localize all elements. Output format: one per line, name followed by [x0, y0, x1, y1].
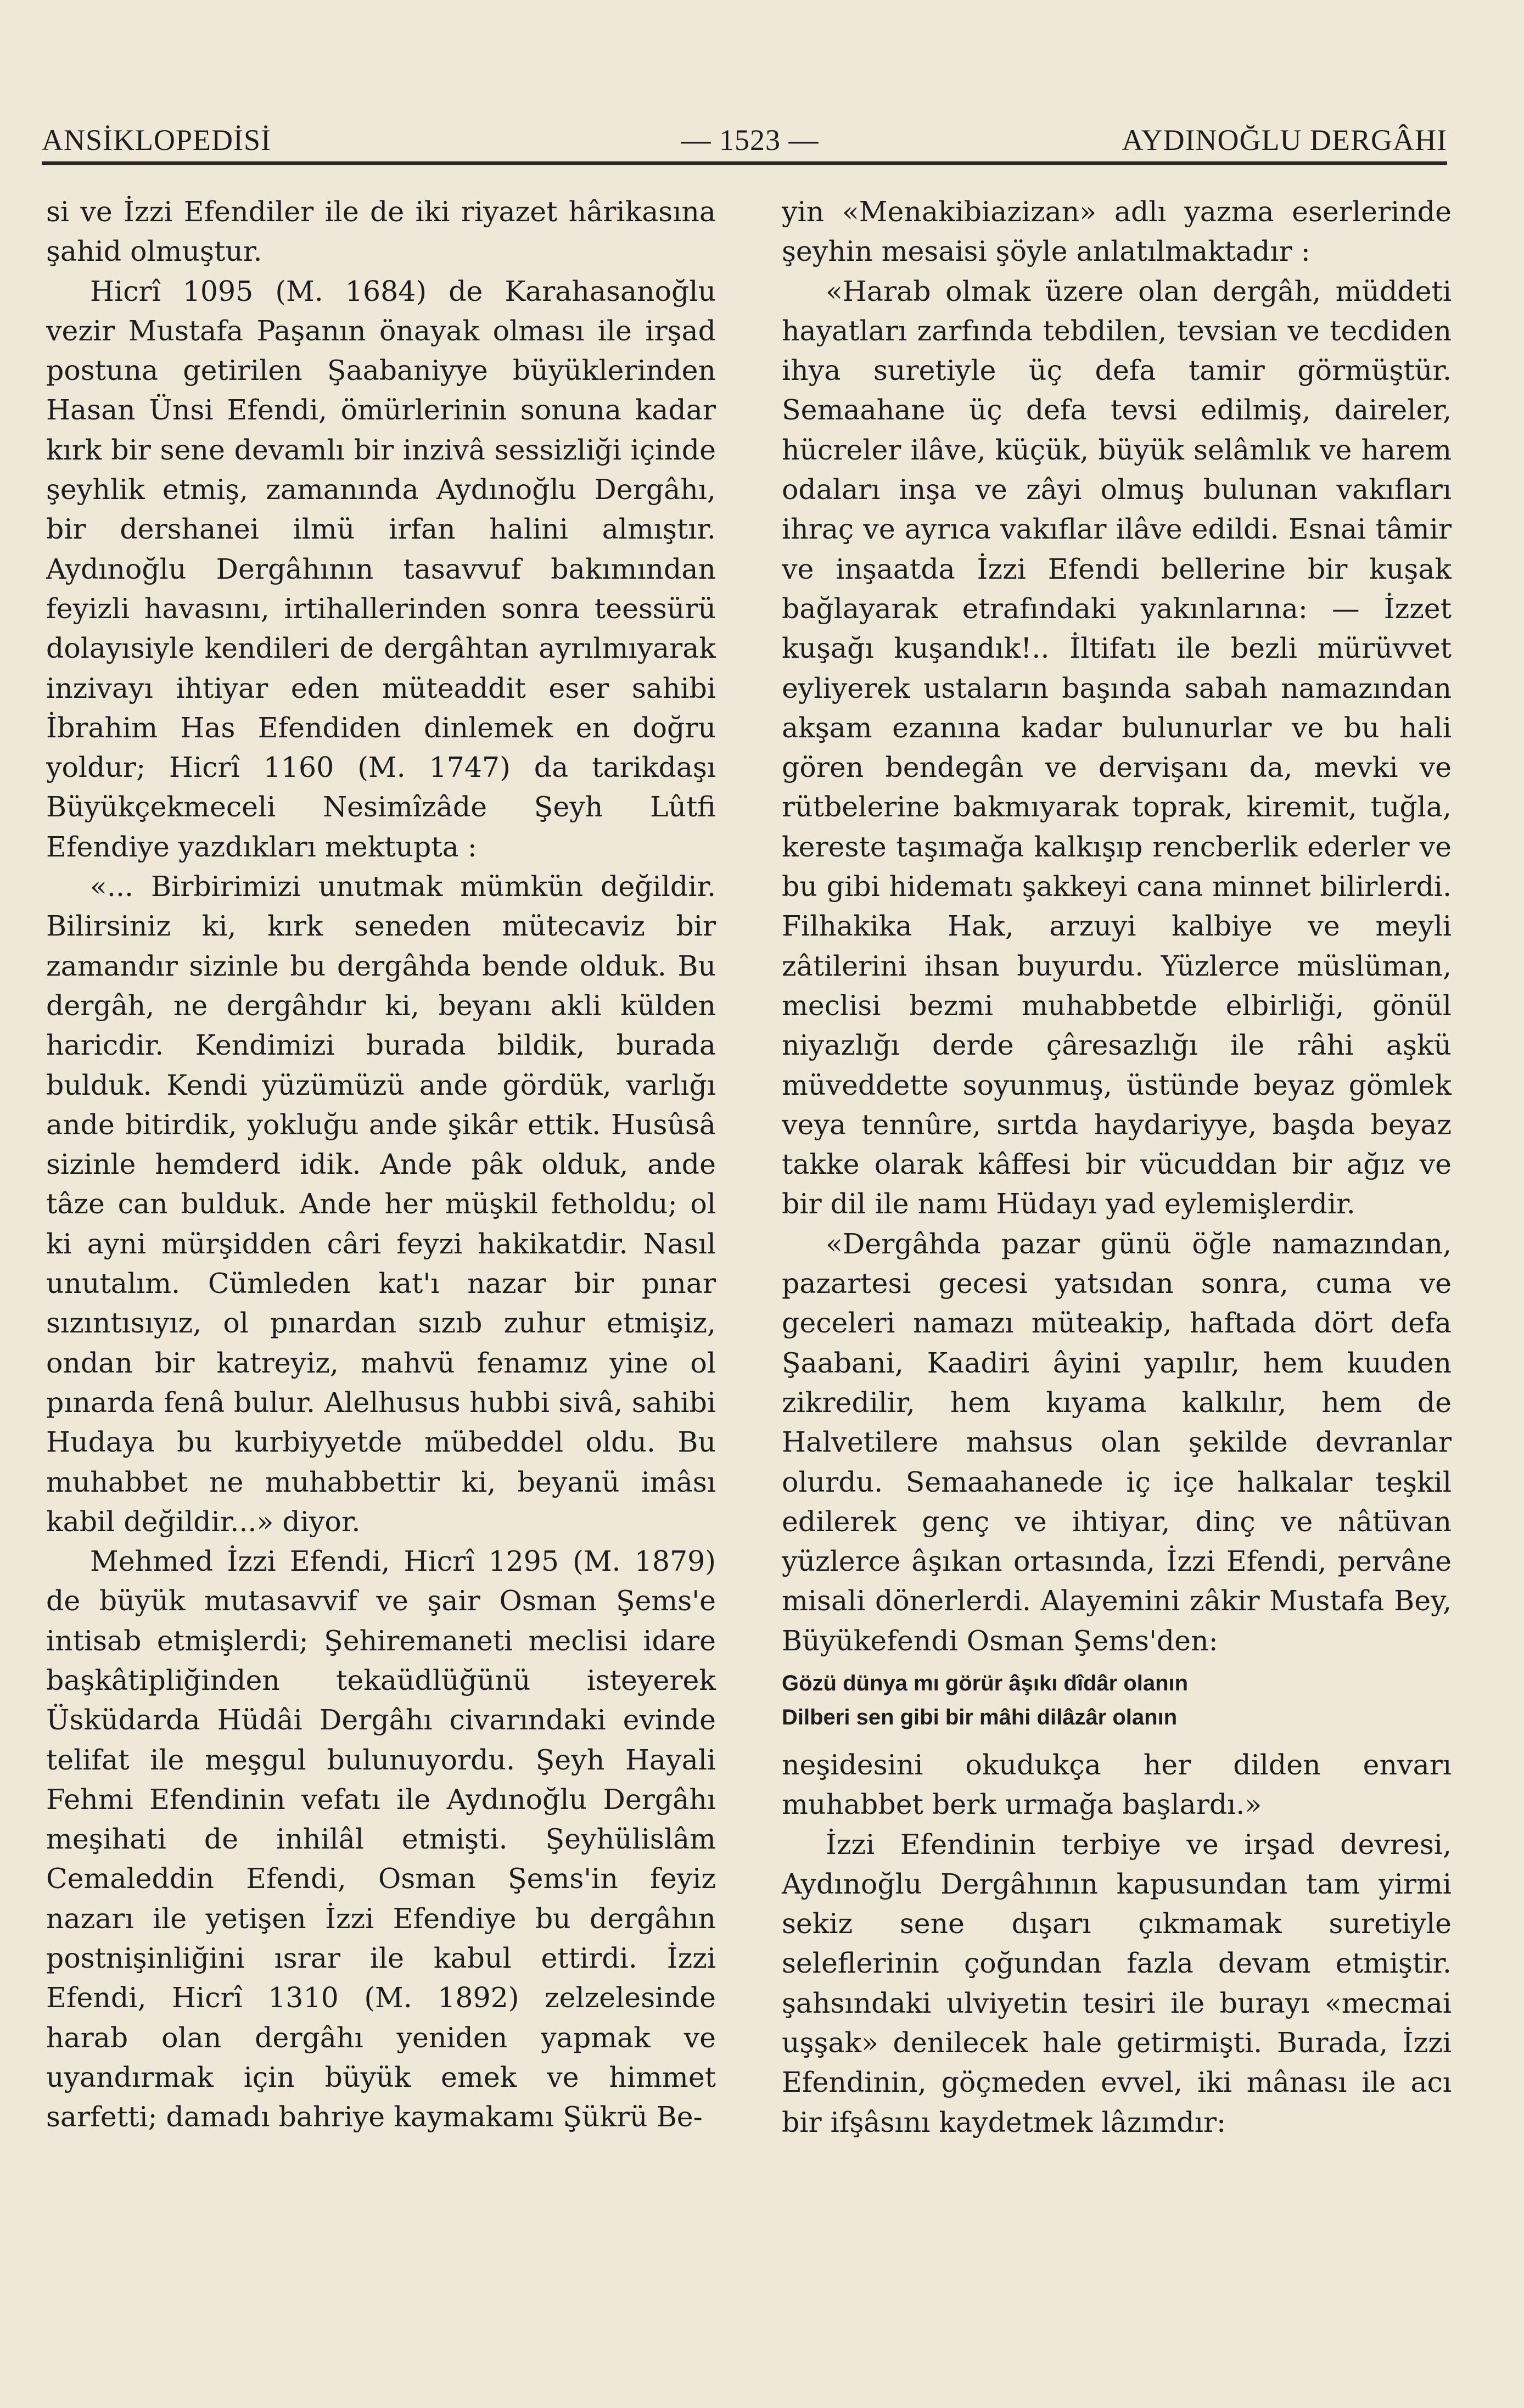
- left-column: [46, 192, 716, 2137]
- left-paragraph-2: Hicrî 1095 (M. 1684) de Karahasanoğlu vezir Mustafa Paşanın önayak olması ile irşad postuna getirilen Şaabaniyye büyüklerinden Hasan Ünsi Efendi, ömürlerinin sonuna kadar kırk bir sene devamlı bir inzivâ sessizliği içinde şeyhlik etmiş, zamanında Aydınoğlu Dergâhı, bir dershanei ilmü irfan halini almıştır. Aydınoğlu Dergâhının tasavvuf bakımından feyizli havasını, irtihallerinden sonra teessürü dolayısiyle kendileri de dergâhtan ayrılmıyarak inzivayı ihtiyar eden müteaddit eser sahibi İbrahim Has Efendiden dinlemek en doğru yoldur; Hicrî 1160 (M. 1747) da tarikdaşı Büyükçekmeceli Nesimîzâde Şeyh Lûtfi Efendiye yazdıkları mektupta :: [46, 275, 716, 863]
- right-column: [782, 192, 1452, 2142]
- page-header: [42, 114, 1447, 158]
- header-page-number: — 1523 —: [681, 124, 819, 156]
- header-section-title: AYDINOĞLU DERGÂHI: [1122, 124, 1447, 156]
- verse-line-1: Gözü dünya mı görür âşıkı dîdâr olanın: [782, 1671, 1189, 1695]
- verse-couplet: [782, 1666, 1452, 1734]
- right-paragraph-1: yin «Menakibiazizan» adlı yazma eserlerinde şeyhin mesaisi şöyle anlatılmaktadır :: [782, 195, 1452, 268]
- right-quote-paragraph-2: «Dergâhda pazar günü öğle namazından, pazartesi gecesi yatsıdan sonra, cuma ve geceleri namazı müteakip, haftada dört defa Şaabani, Kaadiri âyini yapılır, hem kuuden zikredilir, hem kıyama kalkılır, hem de Halvetilere mahsus olan şekilde devranlar olurdu. Semaahanede iç içe halkalar teşkil edilerek genç ve ihtiyar, dinç ve nâtüvan yüzlerce âşıkan ortasında, İzzi Efendi, pervâne misali dönerlerdi. Alayemini zâkir Mustafa Bey, Büyükefendi Osman Şems'den:: [782, 1227, 1452, 1657]
- header-rule: [42, 161, 1447, 165]
- right-paragraph-4: neşidesini okudukça her dilden envarı muhabbet berk urmağa başlardı.»: [782, 1748, 1452, 1821]
- left-quote-paragraph: «... Birbirimizi unutmak mümkün değildir. Bilirsiniz ki, kırk seneden mütecaviz bir zamandır sizinle bu dergâhda bende olduk. Bu dergâh, ne dergâhdır ki, beyanı akli külden haricdir. Kendimizi burada bildik, burada bulduk. Kendi yüzümüzü ande gördük, varlığı ande bitirdik, yokluğu ande şikâr ettik. Husûsâ sizinle hemderd idik. Ande pâk olduk, ande tâze can bulduk. Ande her müşkil fetholdu; ol ki ayni mürşidden câri feyzi hakikatdir. Nasıl unutalım. Cümleden kat'ı nazar bir pınar sızıntısıyız, ol pınardan sızıb zuhur etmişiz, ondan bir katreyiz, mahvü fenamız yine ol pınarda fenâ bulur. Alelhusus hubbi sivâ, sahibi Hudaya bu kurbiyyetde mübeddel oldu. Bu muhabbet ne muhabbettir ki, beyanü imâsı kabil değildir...» diyor.: [46, 870, 716, 1538]
- header-series-title: ANSİKLOPEDİSİ: [42, 124, 271, 156]
- right-quote-paragraph-1: «Harab olmak üzere olan dergâh, müddeti hayatları zarfında tebdilen, tevsian ve tecdiden ihya suretiyle üç defa tamir görmüştür. Semaahane üç defa tevsi edilmiş, daireler, hücreler ilâve, küçük, büyük selâmlık ve harem odaları inşa ve zâyi olmuş bulunan vakıfları ihraç ve ayrıca vakıflar ilâve edildi. Esnai tâmir ve inşaatda İzzi Efendi bellerine bir kuşak bağlayarak etrafındaki yakınlarına: — İzzet kuşağı kuşandık!.. İltifatı ile bezli mürüvvet eyliyerek ustaların başında sabah namazından akşam ezanına kadar bulunurlar ve bu hali gören bendegân ve dervişanı da, mevki ve rütbelerine bakmıyarak toprak, kiremit, tuğla, kereste taşımağa kalkışıp rencberlik ederler ve bu gibi hidematı şakkeyi cana minnet bilirlerdi. Filhakika Hak, arzuyi kalbiye ve meyli zâtilerini ihsan buyurdu. Yüzlerce müslüman, meclisi bezmi muhabbetde elbirliği, gönül niyazlığı derde çâresazlığı ile râhi aşkü müveddette soyunmuş, üstünde beyaz gömlek veya tennûre, sırtda haydariyye, başda beyaz takke olarak kâffesi bir vücuddan bir ağız ve bir dil ile namı Hüdayı yad eylemişlerdir.: [782, 275, 1452, 1220]
- verse-line-2: Dilberi sen gibi bir mâhi dilâzâr olanın: [782, 1705, 1178, 1729]
- left-paragraph-1: si ve İzzi Efendiler ile de iki riyazet hârikasına şahid olmuştur.: [46, 195, 716, 268]
- right-paragraph-5: İzzi Efendinin terbiye ve irşad devresi, Aydınoğlu Dergâhının kapusundan tam yirmi sekiz sene dışarı çıkmamak suretiyle seleflerinin çoğundan fazla devam etmiştir. şahsındaki ulviyetin tesiri ile burayı «mecmai uşşak» denilecek hale getirmişti. Burada, İzzi Efendinin, göçmeden evvel, iki mânası ile acı bir ifşâsını kaydetmek lâzımdır:: [782, 1828, 1452, 2138]
- left-paragraph-4: Mehmed İzzi Efendi, Hicrî 1295 (M. 1879) de büyük mutasavvif ve şair Osman Şems'e intisab etmişlerdi; Şehiremaneti meclisi idare başkâtipliğinden tekaüdlüğünü isteyerek Üsküdarda Hüdâi Dergâhı civarındaki evinde telifat ile meşgul bulunuyordu. Şeyh Hayali Fehmi Efendinin vefatı ile Aydınoğlu Dergâhı meşihati de inhilâl etmişti. Şeyhülislâm Cemaleddin Efendi, Osman Şems'in feyiz nazarı ile yetişen İzzi Efendiye bu dergâhın postnişinliğini ısrar ile kabul ettirdi. İzzi Efendi, Hicrî 1310 (M. 1892) zelzelesinde harab olan dergâhı yeniden yapmak ve uyandırmak için büyük emek ve himmet sarfetti; damadı bahriye kaymakamı Şükrü Be-: [46, 1545, 716, 2133]
